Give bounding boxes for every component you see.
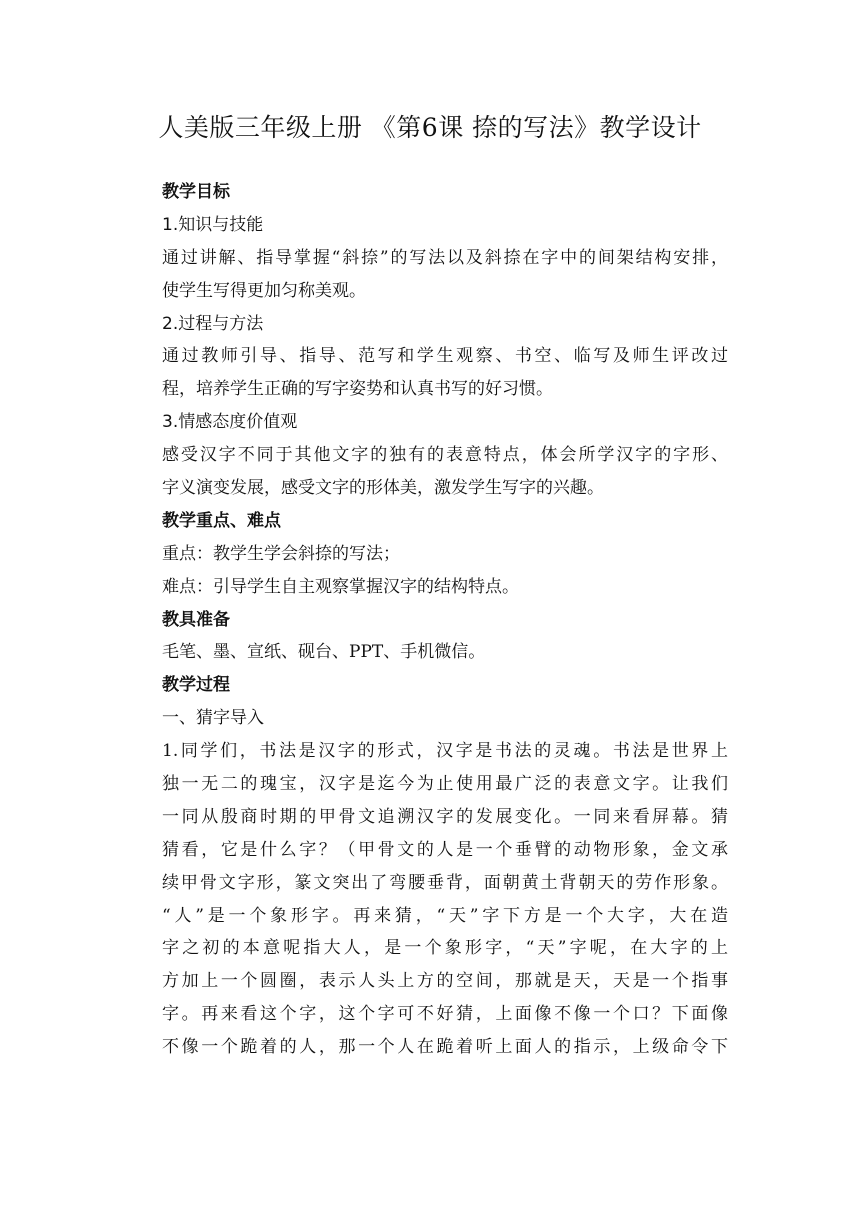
subheading-emotion-values: 3.情感态度价值观: [162, 412, 298, 433]
paragraph-line: “人”是一个象形字。再来猜，“天”字下方是一个大字，大在造: [162, 905, 728, 926]
paragraph-line: 续甲骨文字形，篆文突出了弯腰垂背，面朝黄土背朝天的劳作形象。: [162, 872, 728, 893]
paragraph-line: 字义演变发展，感受文字的形体美，激发学生写字的兴趣。: [162, 478, 604, 499]
paragraph-line: 独一无二的瑰宝，汉字是迄今为止使用最广泛的表意文字。让我们: [162, 774, 728, 795]
paragraph-line: 字之初的本意呢指大人，是一个象形字，“天”字呢，在大字的上: [162, 938, 728, 959]
heading-teaching-objectives: 教学目标: [162, 182, 230, 202]
paragraph-line: 使学生写得更加匀称美观。: [162, 280, 366, 301]
paragraph-line: 毛笔、墨、宣纸、砚台、PPT、手机微信。: [162, 642, 486, 663]
paragraph-line: 字。再来看这个字，这个字可不好猜，上面像不像一个口？下面像: [162, 1004, 728, 1025]
paragraph-line: 重点：教学生学会斜捺的写法；: [162, 543, 400, 564]
paragraph-line: 通过讲解、指导掌握“斜捺”的写法以及斜捺在字中的间架结构安排，: [162, 247, 728, 268]
paragraph-line: 程，培养学生正确的写字姿势和认真书写的好习惯。: [162, 379, 553, 400]
paragraph-line: 不像一个跪着的人，那一个人在跪着听上面人的指示，上级命令下: [162, 1037, 728, 1058]
paragraph-line: 通过教师引导、指导、范写和学生观察、书空、临写及师生评改过: [162, 346, 728, 367]
heading-key-difficult-points: 教学重点、难点: [162, 510, 281, 531]
section-heading-guessing-intro: 一、猜字导入: [162, 708, 264, 729]
heading-teaching-materials: 教具准备: [162, 609, 230, 630]
document-title: 人美版三年级上册 《第6课 捺的写法》教学设计: [158, 113, 702, 142]
paragraph-line: 猜看，它是什么字？（甲骨文的人是一个垂臂的动物形象，金文承: [162, 839, 728, 860]
paragraph-line: 1.同学们，书法是汉字的形式，汉字是书法的灵魂。书法是世界上: [162, 741, 728, 762]
heading-teaching-process: 教学过程: [162, 675, 230, 696]
subheading-process-method: 2.过程与方法: [162, 313, 264, 334]
document-body: [162, 176, 728, 1064]
subheading-knowledge-skills: 1.知识与技能: [162, 214, 264, 235]
paragraph-line: 一同从殷商时期的甲骨文追溯汉字的发展变化。一同来看屏幕。猜: [162, 806, 728, 827]
paragraph-line: 感受汉字不同于其他文字的独有的表意特点，体会所学汉字的字形、: [162, 445, 728, 466]
paragraph-line: 方加上一个圆圈，表示人头上方的空间，那就是天，天是一个指事: [162, 971, 728, 992]
paragraph-line: 难点：引导学生自主观察掌握汉字的结构特点。: [162, 576, 519, 597]
